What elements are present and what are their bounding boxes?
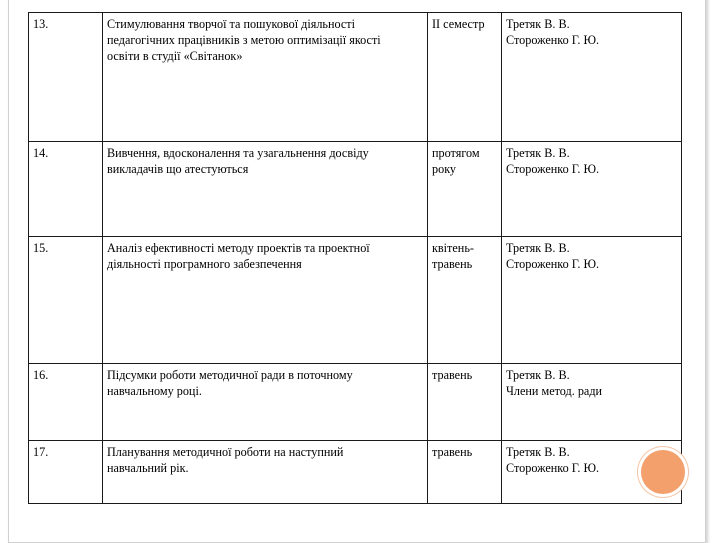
- task-line: діяльності програмного забезпечення: [107, 257, 302, 271]
- responsible-cell: [502, 237, 682, 364]
- row-number: 16.: [33, 368, 49, 382]
- responsible-line: Третяк В. В.: [506, 368, 570, 382]
- table-row: [29, 13, 682, 142]
- term-cell: [428, 364, 502, 441]
- row-number-cell: [29, 441, 103, 504]
- term-line: квітень-: [432, 241, 474, 255]
- task-cell: [103, 441, 428, 504]
- term-cell: [428, 13, 502, 142]
- task-cell: [103, 13, 428, 142]
- row-number: 15.: [33, 241, 49, 255]
- task-line: викладачів що атестуються: [107, 162, 249, 176]
- responsible-cell: [502, 13, 682, 142]
- task-line: освіти в студії «Світанок»: [107, 49, 243, 63]
- row-number-cell: [29, 13, 103, 142]
- responsible-line: Стороженко Г. Ю.: [506, 461, 600, 475]
- responsible-line: Третяк В. В.: [506, 146, 570, 160]
- term-line: ІІ семестр: [432, 17, 485, 31]
- responsible-line: Третяк В. В.: [506, 241, 570, 255]
- row-number: 14.: [33, 146, 49, 160]
- term-line: травень: [432, 368, 473, 382]
- task-cell: [103, 142, 428, 237]
- task-line: Стимулювання творчої та пошукової діяльності: [107, 17, 356, 31]
- task-line: навчальний рік.: [107, 461, 189, 475]
- term-line: протягом: [432, 146, 480, 160]
- term-cell: [428, 237, 502, 364]
- task-cell: [103, 364, 428, 441]
- task-line: Підсумки роботи методичної ради в поточному: [107, 368, 353, 382]
- table-row: [29, 237, 682, 364]
- responsible-line: Третяк В. В.: [506, 445, 570, 459]
- term-line: року: [432, 162, 457, 176]
- plan-table: [28, 12, 682, 504]
- term-cell: [428, 142, 502, 237]
- task-line: навчальному році.: [107, 384, 202, 398]
- responsible-line: Стороженко Г. Ю.: [506, 33, 600, 47]
- task-cell: [103, 237, 428, 364]
- task-line: Вивчення, вдосконалення та узагальнення досвіду: [107, 146, 369, 160]
- row-number-cell: [29, 237, 103, 364]
- decorative-circle: [641, 450, 685, 494]
- term-line: травень: [432, 257, 473, 271]
- row-number-cell: [29, 364, 103, 441]
- table-row: [29, 142, 682, 237]
- term-line: травень: [432, 445, 473, 459]
- row-number: 17.: [33, 445, 49, 459]
- task-line: Планування методичної роботи на наступний: [107, 445, 344, 459]
- row-number-cell: [29, 142, 103, 237]
- task-line: Аналіз ефективності методу проектів та проектної: [107, 241, 370, 255]
- responsible-cell: [502, 364, 682, 441]
- responsible-line: Стороженко Г. Ю.: [506, 257, 600, 271]
- task-line: педагогічних працівників з метою оптимізації якості: [107, 33, 381, 47]
- responsible-line: Стороженко Г. Ю.: [506, 162, 600, 176]
- table-row: [29, 364, 682, 441]
- responsible-cell: [502, 142, 682, 237]
- term-cell: [428, 441, 502, 504]
- responsible-line: Третяк В. В.: [506, 17, 570, 31]
- table-row: [29, 441, 682, 504]
- responsible-line: Члени метод. ради: [506, 384, 603, 398]
- row-number: 13.: [33, 17, 49, 31]
